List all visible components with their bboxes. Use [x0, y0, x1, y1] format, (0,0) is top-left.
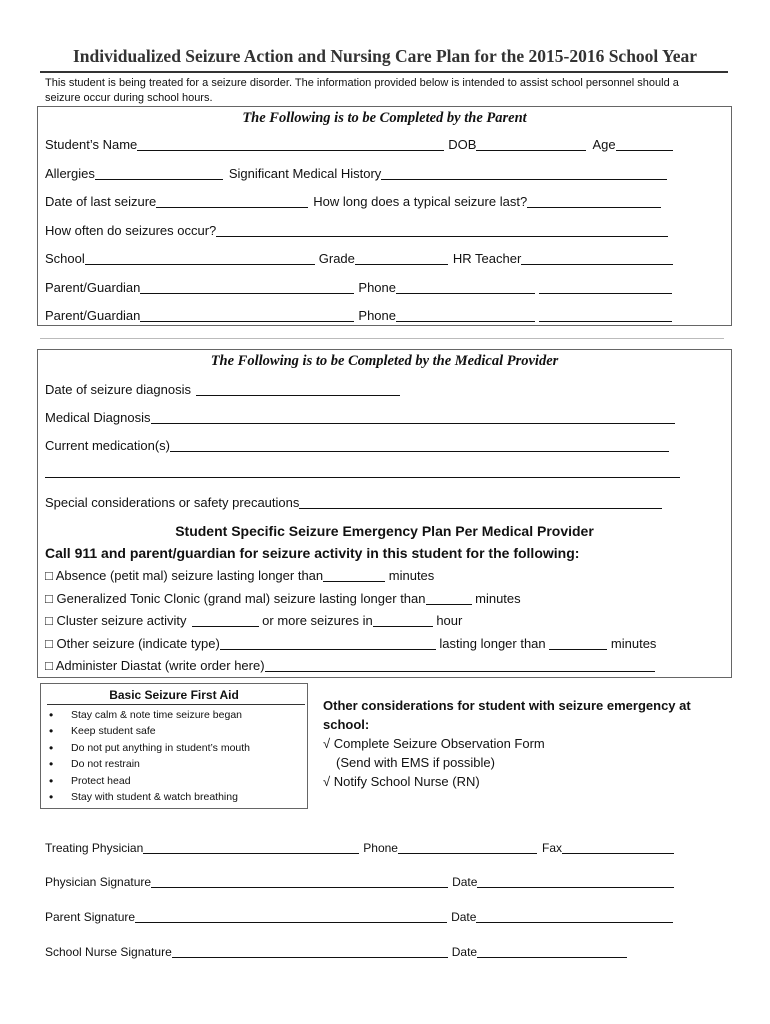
school-field[interactable]	[85, 251, 315, 265]
treating-physician-field[interactable]	[143, 840, 359, 854]
row-diastat	[45, 658, 655, 673]
row-other-seizure	[45, 636, 656, 651]
dob-field[interactable]	[476, 137, 586, 151]
title-rule	[40, 71, 728, 73]
first-aid-rule	[47, 704, 305, 705]
first-aid-box	[40, 683, 308, 809]
other-considerations-item-1	[323, 736, 545, 751]
special-label: Special considerations or safety precautions	[45, 495, 300, 510]
row-current-meds	[45, 438, 669, 453]
nurse-signature-field[interactable]	[172, 944, 448, 958]
parent-date-label: Date	[451, 910, 477, 924]
absence-minutes-field[interactable]	[323, 568, 385, 582]
section-divider	[40, 338, 724, 339]
cluster-hour-field[interactable]	[373, 613, 433, 627]
how-often-field[interactable]	[216, 223, 668, 237]
other-considerations-heading-2: school:	[323, 717, 370, 732]
other-label: Other seizure (indicate type)	[56, 636, 220, 651]
row-allergies	[45, 166, 667, 181]
item-1-label: Complete Seizure Observation Form	[333, 736, 545, 751]
physician-signature-field[interactable]	[151, 874, 448, 888]
current-meds-field[interactable]	[170, 438, 669, 452]
row-how-often	[45, 223, 668, 238]
first-aid-item: • Stay calm & note time seizure began	[71, 709, 242, 721]
history-field[interactable]	[381, 166, 667, 180]
check-mark-icon: √	[323, 774, 331, 789]
medical-diagnosis-field[interactable]	[151, 410, 675, 424]
student-name-label: Student’s Name	[45, 137, 138, 152]
cluster-mid-label: or more seizures in	[262, 613, 373, 628]
other-unit: minutes	[610, 636, 657, 651]
allergies-field[interactable]	[95, 166, 223, 180]
other-mid-label: lasting longer than	[439, 636, 546, 651]
how-long-field[interactable]	[527, 194, 661, 208]
other-minutes-field[interactable]	[549, 636, 607, 650]
special-field[interactable]	[299, 495, 662, 509]
physician-fax-field[interactable]	[562, 840, 674, 854]
phone-1-field[interactable]	[396, 280, 535, 294]
row-nurse-signature	[45, 944, 627, 959]
last-seizure-label: Date of last seizure	[45, 194, 157, 209]
grade-label: Grade	[318, 251, 355, 266]
row-parent-signature	[45, 909, 673, 924]
current-meds-label: Current medication(s)	[45, 438, 170, 453]
age-field[interactable]	[616, 137, 673, 151]
first-aid-item: • Protect head	[71, 775, 131, 787]
diastat-checkbox[interactable]: □	[45, 658, 53, 673]
grade-field[interactable]	[355, 251, 448, 265]
row-guardian-1	[45, 280, 672, 295]
tonic-label: Generalized Tonic Clonic (grand mal) seizure lasting longer than	[56, 591, 426, 606]
intro-line-1: This student is being treated for a seizure disorder. The information provided below is intended to assist school personnel should a	[45, 77, 679, 89]
student-name-field[interactable]	[137, 137, 444, 151]
dob-label: DOB	[448, 137, 477, 152]
row-cluster	[45, 613, 462, 628]
age-label: Age	[592, 137, 616, 152]
physician-fax-label: Fax	[541, 841, 562, 855]
absence-checkbox[interactable]: □	[45, 568, 53, 583]
absence-label: Absence (petit mal) seizure lasting longer than	[55, 568, 324, 583]
row-physician-signature	[45, 874, 674, 889]
nurse-signature-label: School Nurse Signature	[45, 945, 172, 959]
cluster-checkbox[interactable]: □	[45, 613, 53, 628]
other-considerations-item-1-sub: (Send with EMS if possible)	[336, 755, 495, 770]
guardian-1-field[interactable]	[140, 280, 354, 294]
nurse-date-field[interactable]	[477, 944, 627, 958]
row-tonic-clonic	[45, 591, 521, 606]
last-seizure-field[interactable]	[156, 194, 308, 208]
provider-section	[37, 349, 732, 678]
row-special-considerations	[45, 495, 662, 510]
other-considerations-heading-1: Other considerations for student with seizure emergency at	[323, 698, 691, 713]
absence-unit: minutes	[388, 568, 435, 583]
parent-signature-label: Parent Signature	[45, 910, 136, 924]
row-school	[45, 251, 673, 266]
guardian-1-label: Parent/Guardian	[45, 280, 141, 295]
row-last-seizure	[45, 194, 661, 209]
item-2-label: Notify School Nurse (RN)	[333, 774, 480, 789]
first-aid-item: • Keep student safe	[71, 725, 156, 737]
phone-1-label: Phone	[358, 280, 396, 295]
cluster-label: Cluster seizure activity	[56, 613, 187, 628]
first-aid-item: • Stay with student & watch breathing	[71, 791, 238, 803]
how-often-label: How often do seizures occur?	[45, 223, 217, 238]
other-checkbox[interactable]: □	[45, 636, 53, 651]
diastat-label: Administer Diastat (write order here)	[55, 658, 265, 673]
parent-date-field[interactable]	[476, 909, 673, 923]
physician-signature-label: Physician Signature	[45, 875, 152, 889]
phone-2-field[interactable]	[396, 308, 535, 322]
parent-signature-field[interactable]	[135, 909, 447, 923]
physician-phone-label: Phone	[363, 841, 398, 855]
row-diagnosis-date	[45, 382, 400, 397]
row-guardian-2	[45, 308, 672, 323]
hr-teacher-field[interactable]	[521, 251, 673, 265]
nurse-date-label: Date	[451, 945, 478, 959]
cluster-count-field[interactable]	[192, 613, 259, 627]
history-label: Significant Medical History	[228, 166, 382, 181]
intro-text	[45, 76, 735, 106]
cluster-unit: hour	[436, 613, 463, 628]
medical-diagnosis-label: Medical Diagnosis	[45, 410, 151, 425]
check-mark-icon: √	[323, 736, 331, 751]
allergies-label: Allergies	[45, 166, 95, 181]
form-title: Individualized Seizure Action and Nursing Care Plan for the 2015-2016 School Year	[72, 46, 698, 66]
parent-section	[37, 106, 732, 326]
tonic-unit: minutes	[475, 591, 521, 606]
row-medical-diagnosis	[45, 410, 675, 425]
other-type-field[interactable]	[220, 636, 436, 650]
provider-section-heading: The Following is to be Completed by the Medical Provider	[210, 353, 559, 369]
diagnosis-date-field[interactable]	[196, 382, 400, 396]
physician-date-field[interactable]	[477, 874, 674, 888]
phone-2-label: Phone	[358, 308, 396, 323]
how-long-label: How long does a typical seizure last?	[313, 194, 528, 209]
row-absence	[45, 568, 434, 583]
physician-phone-field[interactable]	[398, 840, 537, 854]
treating-physician-label: Treating Physician	[45, 841, 144, 855]
guardian-2-field[interactable]	[140, 308, 354, 322]
intro-line-2: seizure occur during school hours.	[45, 92, 213, 104]
plan-title: Student Specific Seizure Emergency Plan Per Medical Provider	[175, 523, 594, 539]
hr-teacher-label: HR Teacher	[452, 251, 522, 266]
school-label: School	[45, 251, 85, 266]
phone-1-alt-field[interactable]	[539, 280, 672, 294]
call-911-instructions: Call 911 and parent/guardian for seizure activity in this student for the following:	[45, 545, 580, 561]
guardian-2-label: Parent/Guardian	[45, 308, 141, 323]
first-aid-item: • Do not restrain	[71, 758, 140, 770]
diastat-order-field[interactable]	[265, 658, 655, 672]
row-treating-physician	[45, 840, 674, 855]
phone-2-alt-field[interactable]	[539, 308, 672, 322]
tonic-minutes-field[interactable]	[426, 591, 472, 605]
tonic-checkbox[interactable]: □	[45, 591, 53, 606]
current-meds-extra-line[interactable]	[45, 477, 680, 478]
first-aid-title: Basic Seizure First Aid	[109, 688, 239, 702]
first-aid-item: • Do not put anything in student’s mouth	[71, 742, 250, 754]
diagnosis-date-label: Date of seizure diagnosis	[45, 382, 191, 397]
physician-date-label: Date	[452, 875, 478, 889]
other-considerations-item-2	[323, 774, 480, 789]
row-student-name	[45, 137, 673, 152]
parent-section-heading: The Following is to be Completed by the Parent	[242, 110, 527, 126]
